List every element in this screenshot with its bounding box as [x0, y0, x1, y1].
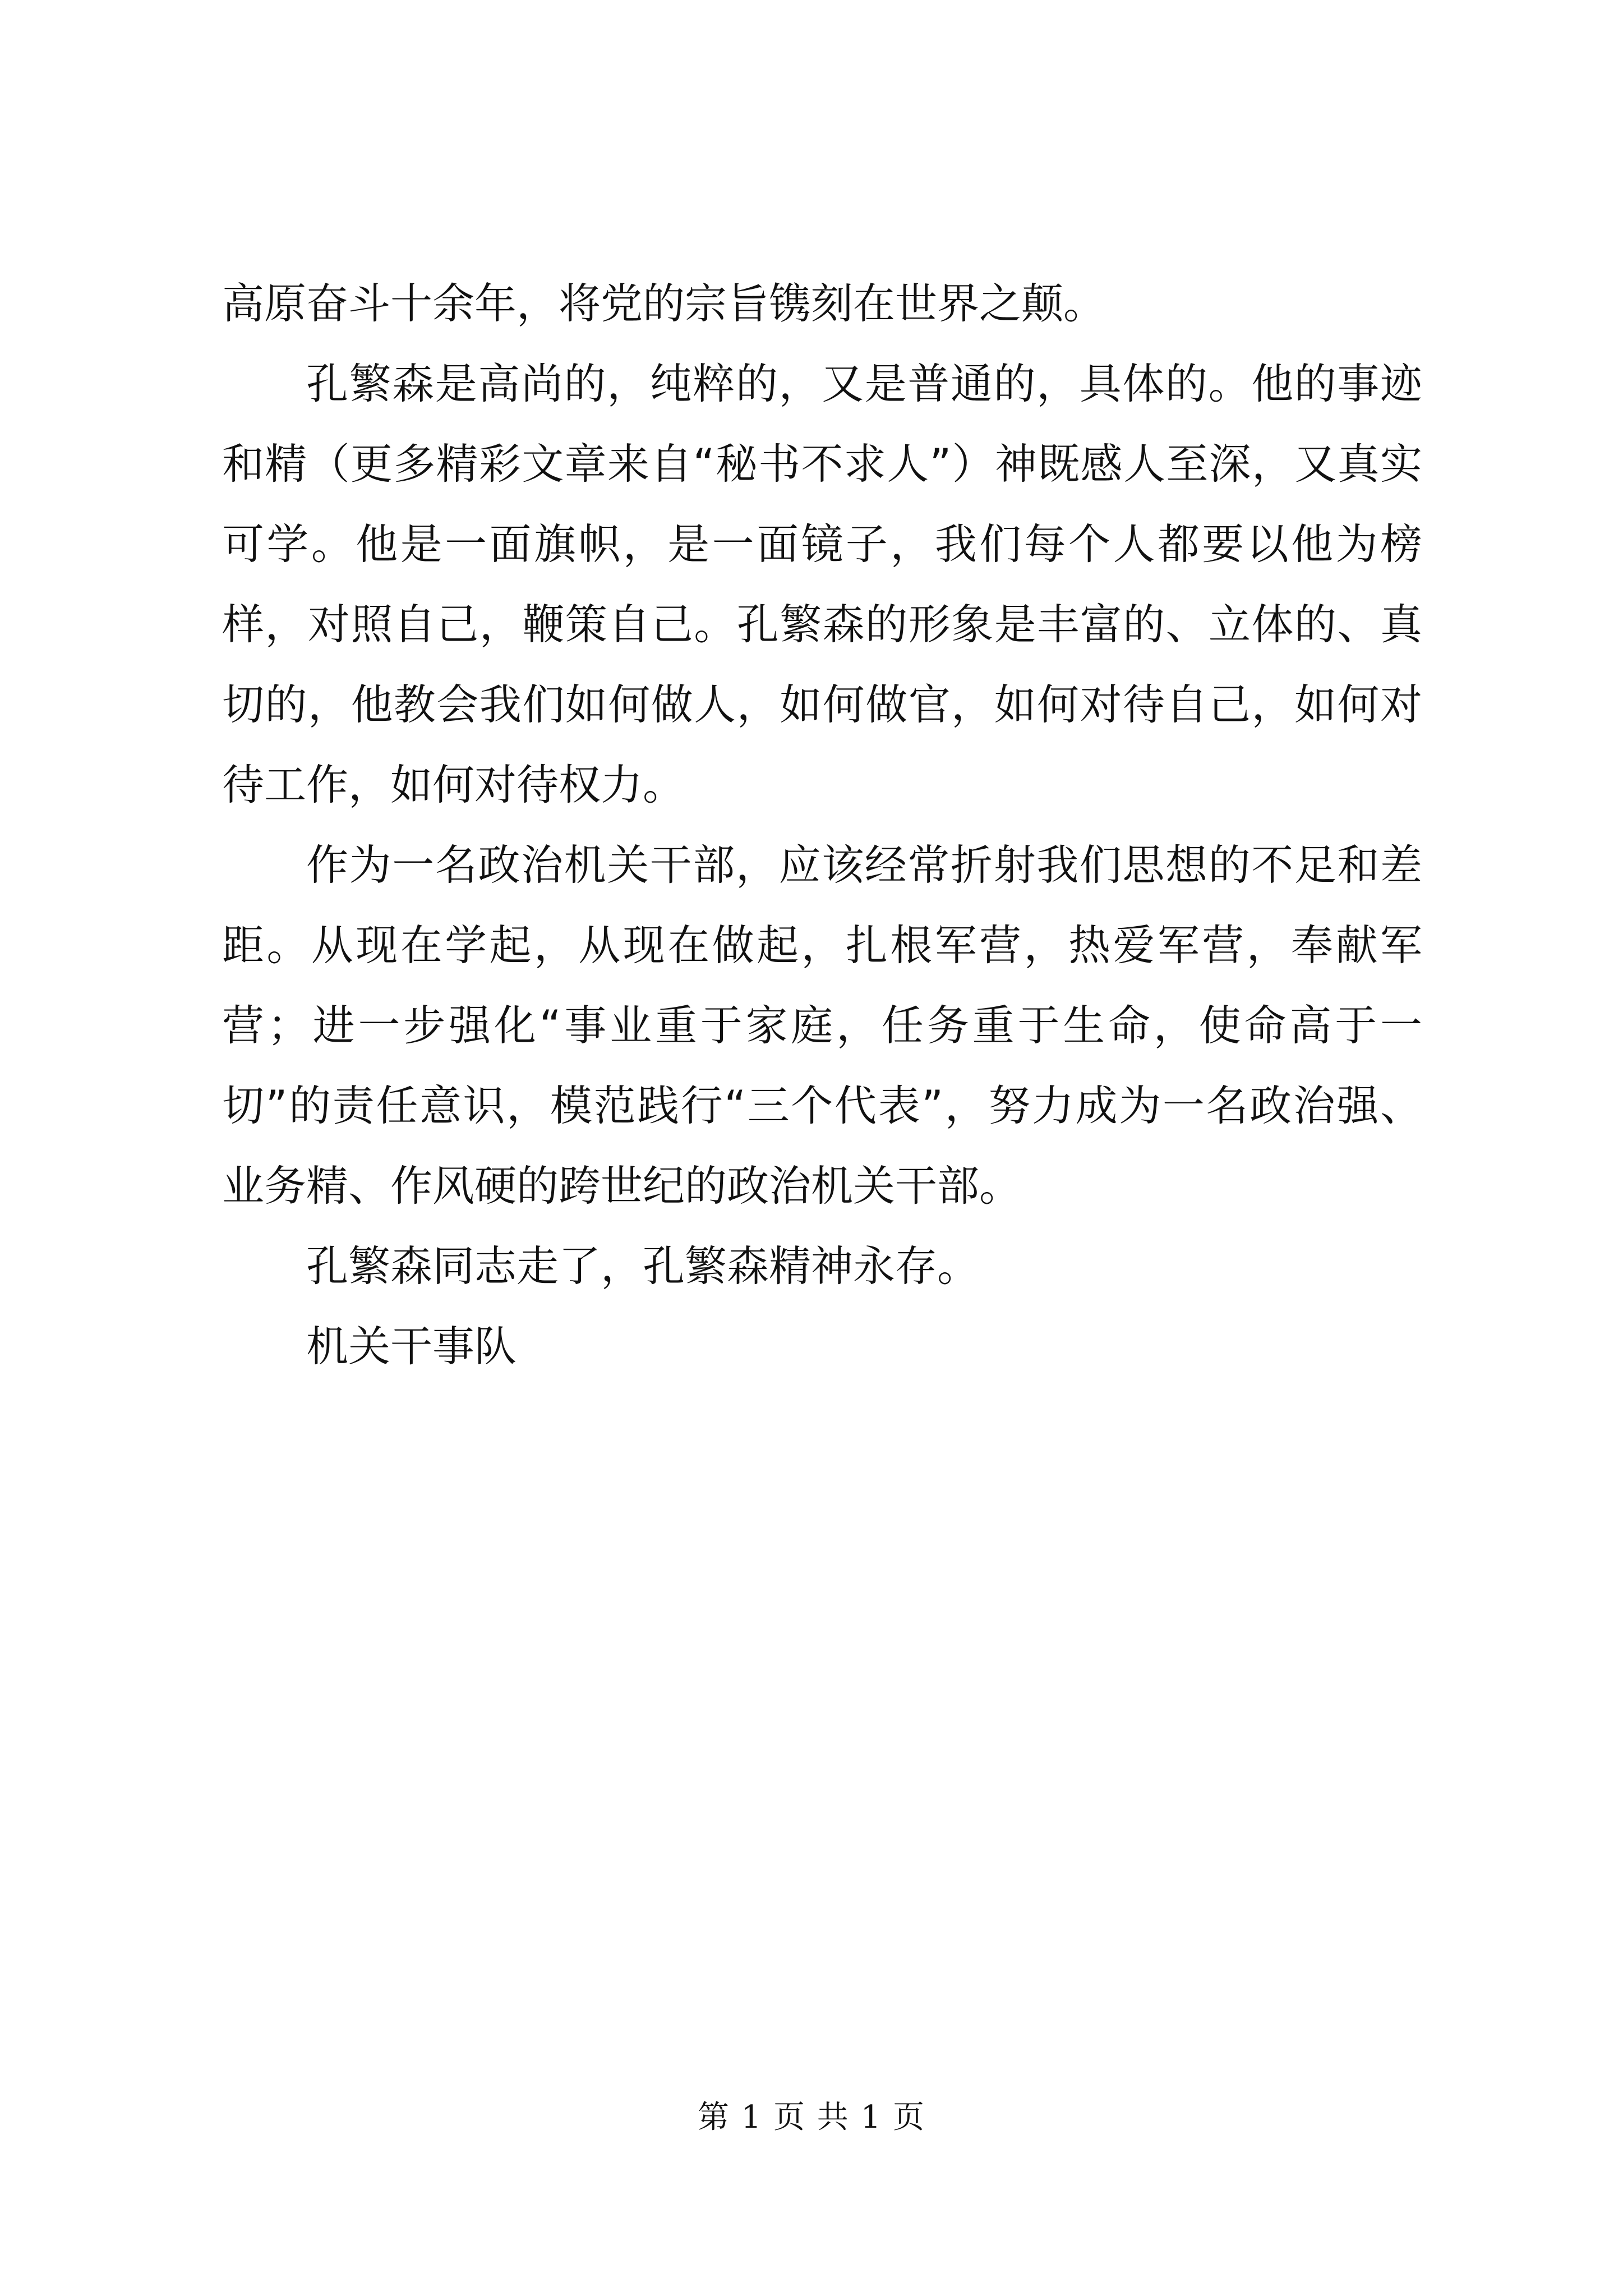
document-body: [222, 264, 1422, 1387]
paragraph-continuation: 高原奋斗十余年，将党的宗旨镌刻在世界之颠。: [222, 279, 1106, 328]
paragraph-signature: 机关干事队: [306, 1322, 517, 1371]
paragraph-closing-statement: 孔繁森同志走了，孔繁森精神永存。: [306, 1241, 980, 1291]
page-footer: 第 1 页 共 1 页: [697, 2099, 926, 2136]
paragraph-kong-fansen-character: 孔繁森是高尚的，纯粹的，又是普通的，具体的。他的事迹和精（更多精彩文章来自“秘书不求人”）神既感人至深，又真实可学。他是一面旗帜，是一面镜子，我们每个人都要以他为榜样，对照自己，鞭策自己。孔繁森的形象是丰富的、立体的、真切的，他教会我们如何做人，如何做官，如何对待自己，如何对待工作，如何对待权力。: [222, 359, 1422, 809]
paragraph-political-cadre: 作为一名政治机关干部，应该经常折射我们思想的不足和差距。从现在学起，从现在做起，扎根军营，热爱军营，奉献军营；进一步强化“事业重于家庭，任务重于生命，使命高于一切”的责任意识，模范践行“三个代表”，努力成为一名政治强、业务精、作风硬的跨世纪的政治机关干部。: [222, 840, 1422, 1211]
